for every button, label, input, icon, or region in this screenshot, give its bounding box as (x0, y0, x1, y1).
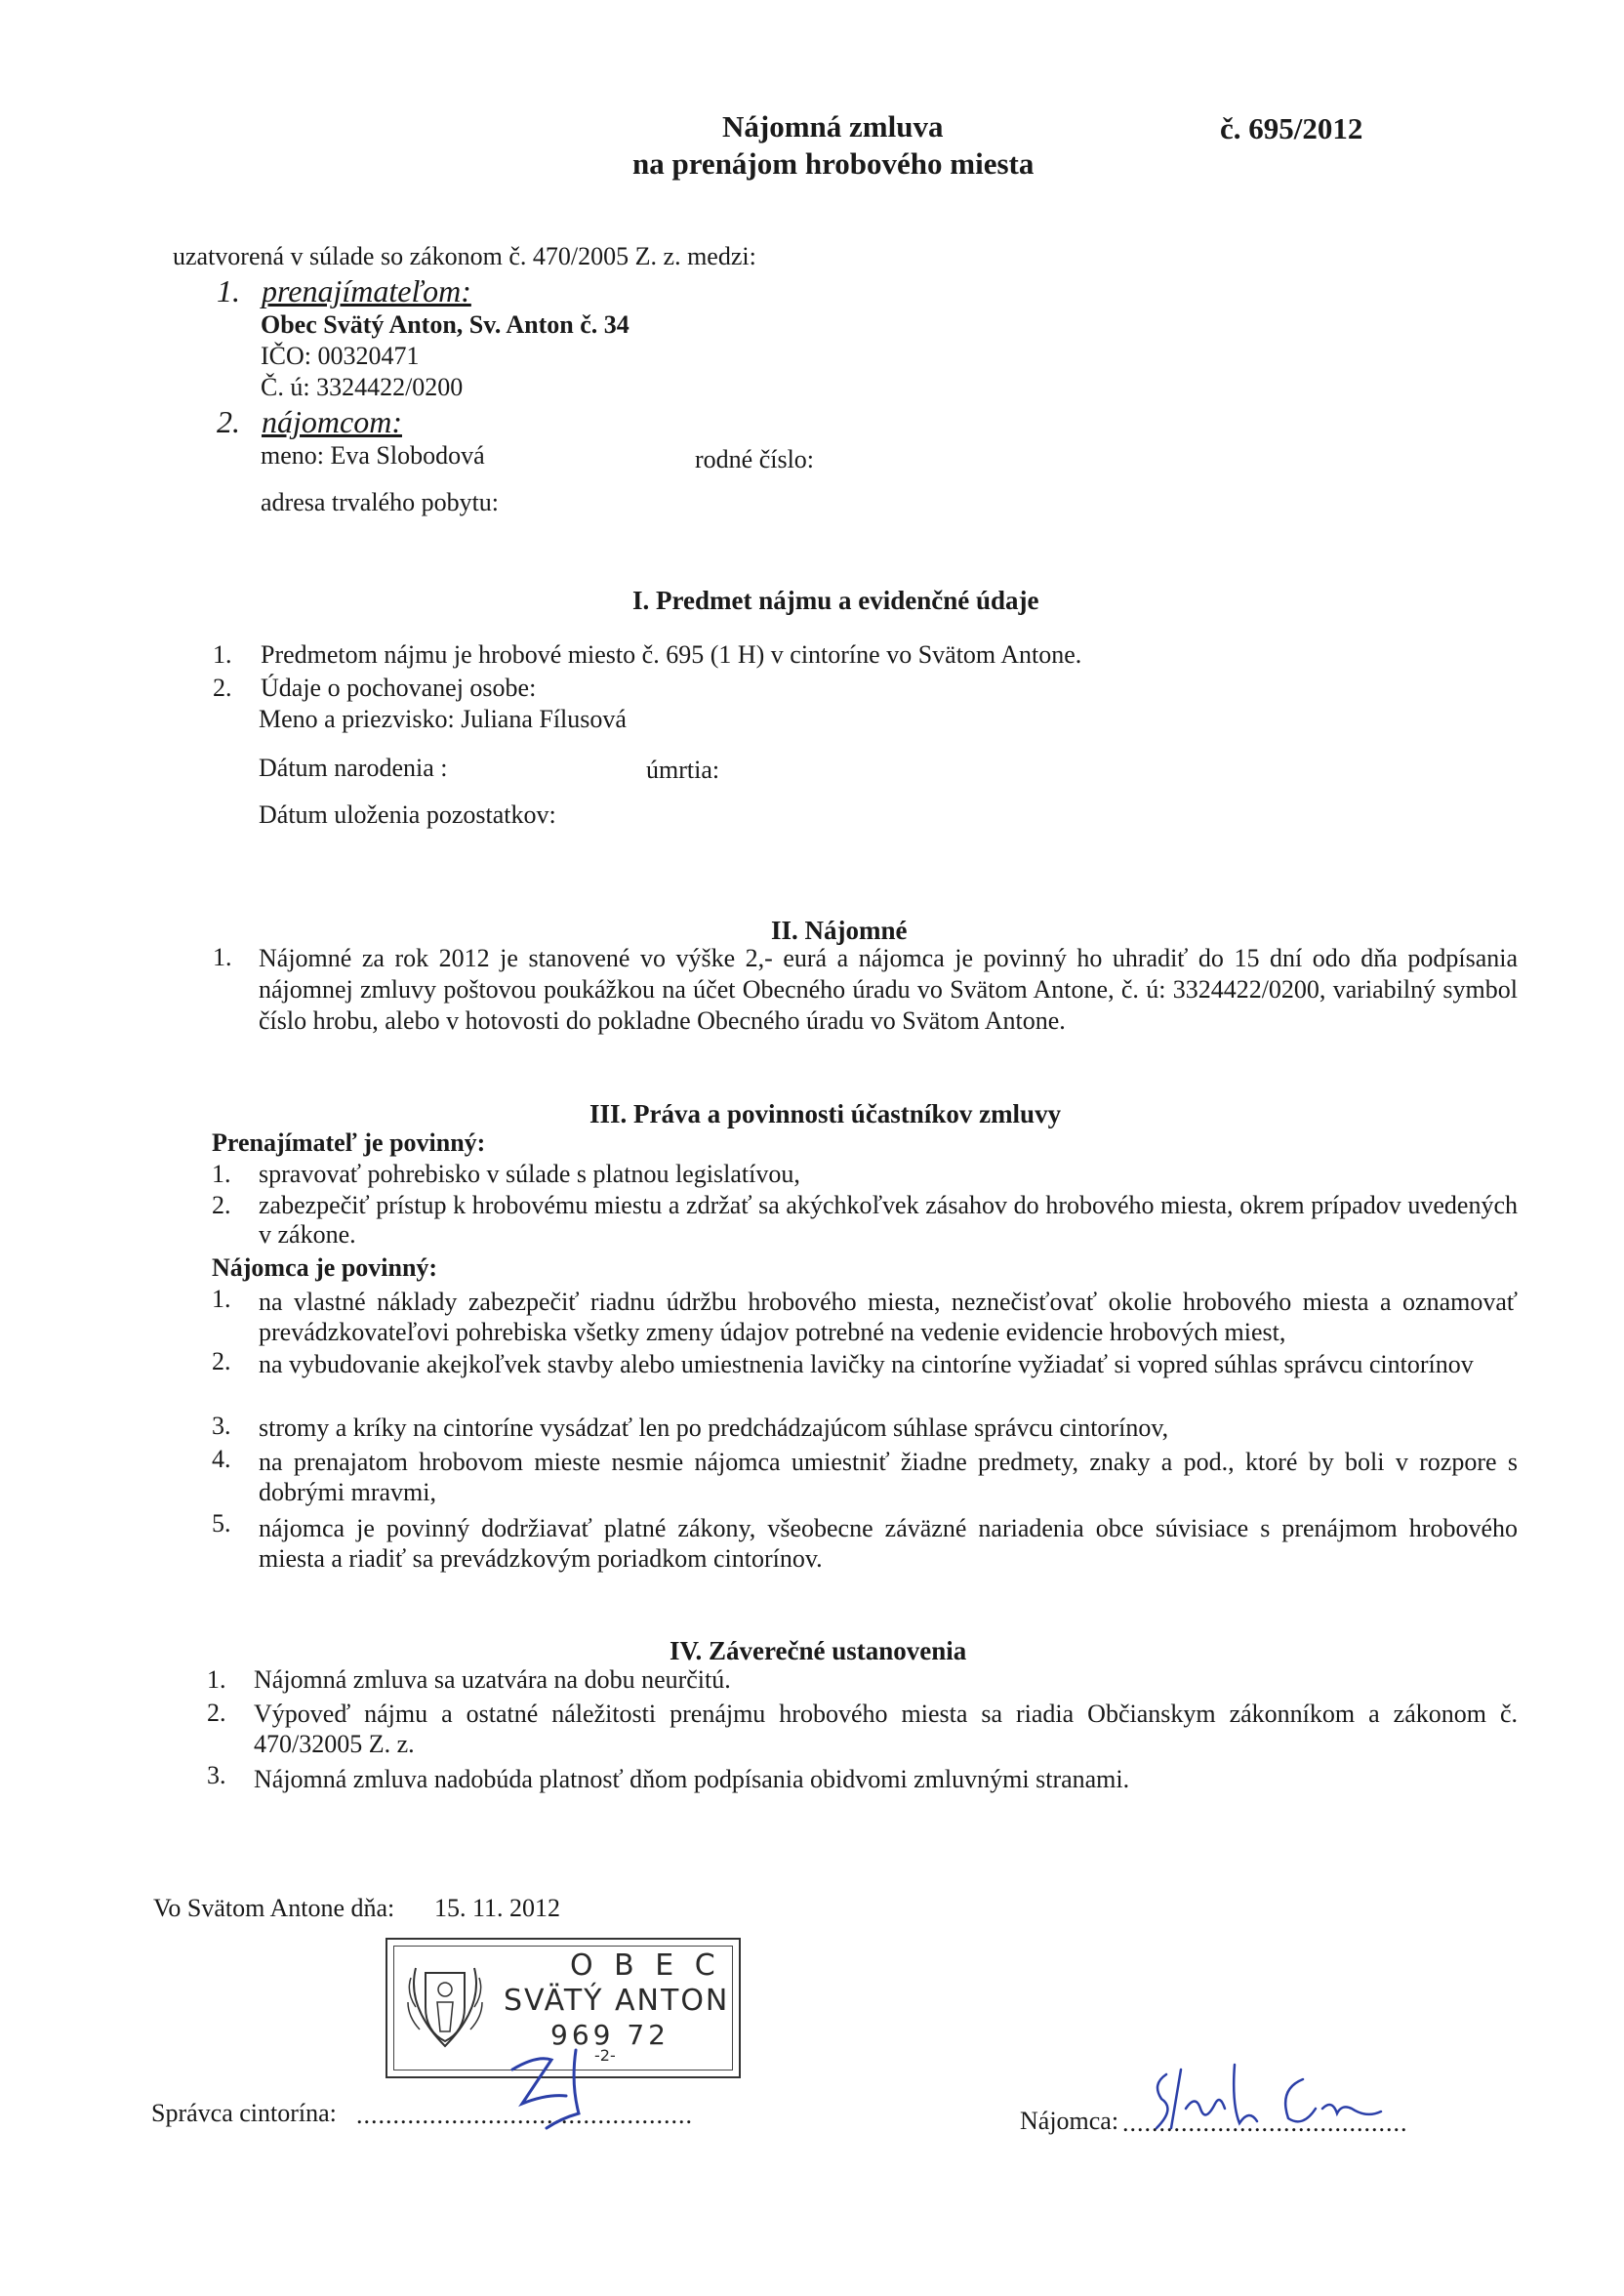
stamp-line-name: SVÄTÝ ANTON (504, 1984, 730, 2018)
section2-item1-number: 1. (213, 943, 232, 971)
landlord-item-number: 1. (212, 1160, 231, 1188)
stamp-line-obec: O B E C (570, 1948, 721, 1983)
party1-label: prenajímateľom: (262, 273, 471, 308)
section3-heading: III. Práva a povinnosti účastníkov zmluvy (589, 1099, 1062, 1128)
party2-number: 2. (217, 404, 240, 439)
tenant-item-text: na vlastné náklady zabezpečiť riadnu údržbu hrobového miesta, neznečisťovať okolie hrobového miesta a oznamovať prevádzkovateľovi pohrebiska všetky zmeny údajov potrebné na vedenie evidencie hrobových miest, (259, 1288, 1518, 1346)
section2-item1-text: Nájomné za rok 2012 je stanovené vo výške 2,- eurá a nájomca je povinný ho uhradiť do 15 dní odo dňa podpísania nájomnej zmluvy poštovou poukážkou na účet Obecného úradu vo Svätom Antone, č. ú: 3324422/0200, variabilný symbol číslo hrobu, alebo v hotovosti do pokladne Obecného úradu vo Svätom Antone. (259, 944, 1518, 1035)
tenant-item-number: 4. (212, 1445, 231, 1473)
section4-item-text: Nájomná zmluva nadobúda platnosť dňom podpísania obidvomi zmluvnými stranami. (254, 1765, 1130, 1793)
tenant-item-text: stromy a kríky na cintoríne vysádzať len po predchádzajúcom súhlase správcu cintorínov, (259, 1414, 1169, 1442)
death-date-label: úmrtia: (646, 756, 720, 784)
section4-heading: IV. Záverečné ustanovenia (670, 1636, 967, 1665)
party1-name: Obec Svätý Anton, Sv. Anton č. 34 (261, 310, 629, 339)
stamp-line-number: -2- (594, 2046, 616, 2065)
section4-item-number: 1. (207, 1665, 226, 1694)
stamp-line-zip: 969 72 (550, 2019, 670, 2051)
intro-text: uzatvorená v súlade so zákonom č. 470/2005 Z. z. medzi: (173, 242, 756, 270)
manager-signature-label: Správca cintorína: (151, 2099, 337, 2127)
section2-heading: II. Nájomné (771, 916, 908, 945)
landlord-heading: Prenajímateľ je povinný: (212, 1128, 486, 1157)
birth-date-label: Dátum narodenia : (259, 754, 448, 782)
tenant-item-text: na vybudovanie akejkoľvek stavby alebo umiestnenia lavičky na cintoríne vyžiadať si vopred súhlas správcu cintorínov (259, 1350, 1474, 1378)
section4-item-number: 3. (207, 1761, 226, 1789)
manager-signature-icon (493, 2035, 610, 2133)
party1-number: 1. (217, 273, 240, 308)
section1-item1-text: Predmetom nájmu je hrobové miesto č. 695 (1 H) v cintoríne vo Svätom Antone. (261, 640, 1082, 669)
section1-item2-number: 2. (213, 674, 232, 702)
section4-item-text: Nájomná zmluva sa uzatvára na dobu neurčitú. (254, 1665, 731, 1694)
tenant-item-number: 5. (212, 1509, 231, 1538)
manager-signature-line: .............................................. (356, 2101, 693, 2129)
section1-heading: I. Predmet nájmu a evidenčné údaje (632, 586, 1039, 615)
signing-date: 15. 11. 2012 (434, 1894, 561, 1922)
party1-ico: IČO: 00320471 (261, 342, 420, 370)
party1-account: Č. ú: 3324422/0200 (261, 373, 464, 401)
tenant-item-number: 1. (212, 1285, 231, 1313)
landlord-item-text: zabezpečiť prístup k hrobovému miestu a zdržať sa akýchkoľvek zásahov do hrobového miesta, okrem prípadov uvedených v zákone. (259, 1191, 1518, 1249)
place-date-label: Vo Svätom Antone dňa: (153, 1894, 395, 1922)
tenant-signature-label: Nájomca: (1020, 2107, 1119, 2135)
tenant-signature-icon (1142, 2055, 1396, 2143)
section1-item2-text: Údaje o pochovanej osobe: (261, 674, 537, 702)
party2-birth-number: rodné číslo: (695, 445, 815, 473)
section4-item-number: 2. (207, 1699, 226, 1727)
party2-name: meno: Eva Slobodová (261, 441, 485, 470)
tenant-item-text: na prenajatom hrobovom mieste nesmie nájomca umiestniť žiadne predmety, znaky a pod., ktoré by boli v rozpore s dobrými mravmi, (259, 1448, 1518, 1506)
landlord-item-text: spravovať pohrebisko v súlade s platnou legislatívou, (259, 1160, 800, 1188)
tenant-item-text: nájomca je povinný dodržiavať platné zákony, všeobecne záväzné nariadenia obce súvisiace s prenájmom hrobového miesta a riadiť sa prevádzkovým poriadkom cintorínov. (259, 1514, 1518, 1573)
section1-item1-number: 1. (213, 640, 232, 669)
party2-address: adresa trvalého pobytu: (261, 488, 500, 516)
section4-item-text: Výpoveď nájmu a ostatné náležitosti prenájmu hrobového miesta sa riadia Občianskym zákonníkom a zákonom č. 470/32005 Z. z. (254, 1700, 1518, 1758)
coat-of-arms-icon (396, 1948, 494, 2066)
deceased-name: Meno a priezvisko: Juliana Fílusová (259, 705, 627, 733)
tenant-signature-line: ....................................... (1122, 2109, 1408, 2137)
landlord-item-number: 2. (212, 1191, 231, 1219)
tenant-heading: Nájomca je povinný: (212, 1253, 438, 1282)
tenant-item-number: 3. (212, 1412, 231, 1440)
document-title: Nájomná zmluva (722, 109, 944, 144)
party2-label: nájomcom: (262, 404, 402, 439)
document-subtitle: na prenájom hrobového miesta (632, 146, 1035, 181)
burial-date-label: Dátum uloženia pozostatkov: (259, 800, 556, 829)
contract-number: č. 695/2012 (1220, 111, 1363, 145)
tenant-item-number: 2. (212, 1347, 231, 1375)
